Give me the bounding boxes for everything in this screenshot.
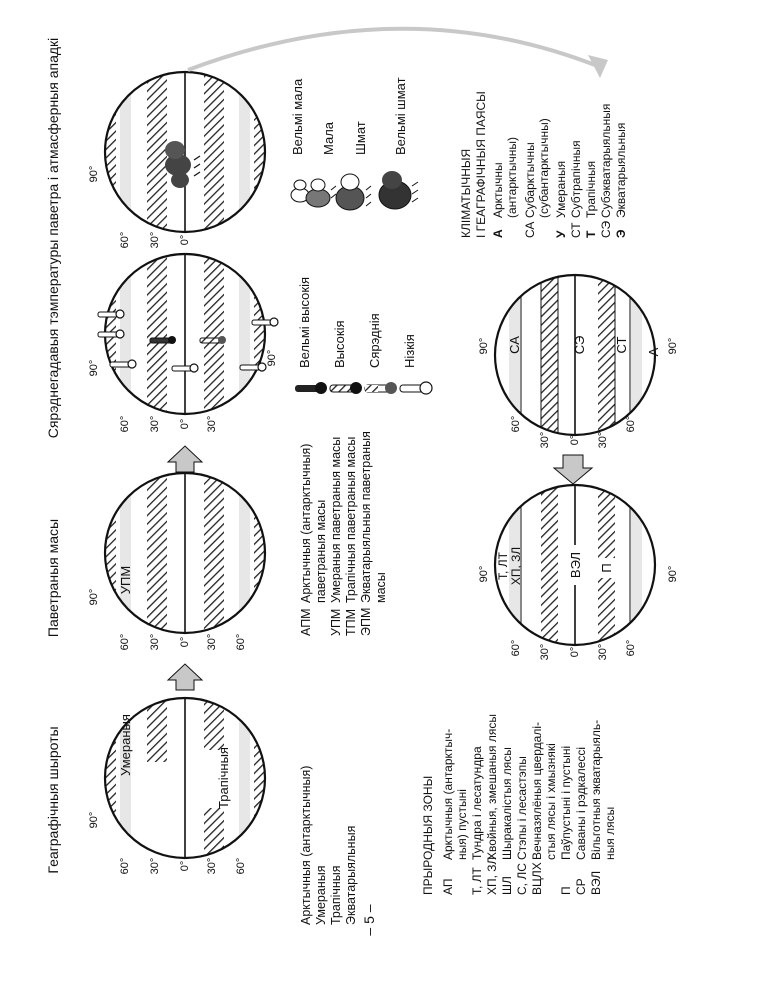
header-latitudes: Геаграфічныя шыроты	[45, 726, 61, 874]
svg-text:Мала: Мала	[321, 121, 336, 155]
deg-0: 0°	[569, 434, 581, 446]
globe-latitudes	[105, 698, 265, 858]
svg-text:ЭПМ: ЭПМ	[359, 607, 373, 636]
svg-text:А: А	[491, 229, 505, 238]
zone-p-label: П	[599, 563, 614, 573]
deg-60: 60°	[235, 857, 247, 875]
svg-text:УПМ: УПМ	[329, 608, 343, 636]
curved-arrow	[188, 29, 608, 78]
deg-90: 90°	[88, 165, 100, 183]
svg-text:Т, ЛТ: Т, ЛТ	[470, 867, 484, 895]
svg-text:І ГЕАГРАФІЧНЫЯ ПАЯСЫ: І ГЕАГРАФІЧНЫЯ ПАЯСЫ	[474, 91, 488, 238]
svg-text:ВЭЛ: ВЭЛ	[589, 870, 603, 895]
header-air-masses: Паветраныя масы	[45, 518, 61, 638]
thermometer-medium-icon	[365, 382, 397, 394]
svg-text:Экватарыяльныя: Экватарыяльныя	[614, 122, 628, 218]
svg-text:(субантарктычны): (субантарктычны)	[537, 118, 551, 218]
deg-30: 30°	[206, 857, 218, 875]
zone-vel-label: ВЭЛ	[568, 551, 583, 579]
globe-climate-belts	[495, 275, 661, 435]
deg-60: 60°	[510, 415, 522, 433]
temperature-legend	[295, 277, 432, 394]
svg-text:Высокія: Высокія	[332, 320, 347, 368]
flow-arrow	[168, 664, 202, 690]
cloud-little-icon	[306, 179, 336, 207]
page-number: – 5 –	[361, 904, 377, 936]
deg-60: 60°	[510, 639, 522, 657]
svg-text:Субтрапічныя: Субтрапічныя	[569, 140, 583, 218]
globe-air-masses	[105, 473, 265, 633]
svg-text:Умераныя: Умераныя	[314, 865, 328, 925]
zone-t-lt-label: Т, ЛТ	[496, 552, 510, 580]
deg-0: 0°	[179, 418, 191, 430]
svg-text:Паўпустыні і пустыні: Паўпустыні і пустыні	[559, 745, 573, 860]
svg-text:Шыракалістыя лясы: Шыракалістыя лясы	[500, 747, 514, 860]
deg-90: 90°	[88, 588, 100, 606]
svg-text:Арктычныя (антарктычныя): Арктычныя (антарктычныя)	[299, 443, 313, 603]
deg-60: 60°	[235, 633, 247, 651]
svg-text:АПМ: АПМ	[299, 608, 313, 636]
svg-text:Умераныя: Умераныя	[554, 160, 568, 218]
deg-30: 30°	[149, 415, 161, 433]
zone-hp-zl-label: ХП, ЗЛ	[509, 546, 523, 586]
thermometer-very-high-icon	[295, 382, 327, 394]
deg-90: 90°	[88, 359, 100, 377]
cloud-very-much-icon	[379, 171, 418, 209]
svg-text:ныя) пустыні: ныя) пустыні	[455, 789, 469, 860]
deg-30: 30°	[597, 431, 609, 449]
deg-90: 90°	[478, 337, 490, 355]
flow-arrow-down	[554, 455, 592, 484]
svg-text:Т: Т	[584, 230, 598, 238]
latitude-tropical-label: Трапічныя	[216, 747, 231, 809]
deg-0: 0°	[569, 646, 581, 658]
climate-belts-legend	[459, 91, 628, 238]
svg-text:Трапічныя: Трапічныя	[329, 865, 343, 925]
svg-text:СР: СР	[574, 878, 588, 895]
deg-30: 30°	[149, 633, 161, 651]
deg-90: 90°	[667, 337, 679, 355]
svg-text:Стэпы і лесастэпы: Стэпы і лесастэпы	[515, 756, 529, 860]
deg-60: 60°	[119, 857, 131, 875]
deg-60: 60°	[119, 633, 131, 651]
deg-30: 30°	[539, 431, 551, 449]
deg-30: 30°	[206, 633, 218, 651]
svg-text:Умераныя паветраныя масы: Умераныя паветраныя масы	[329, 436, 343, 603]
svg-text:Трапічныя: Трапічныя	[584, 160, 598, 218]
svg-text:У: У	[554, 230, 568, 238]
svg-text:Нізкія: Нізкія	[402, 334, 417, 368]
svg-text:стыя лясы і хмызнякі: стыя лясы і хмызнякі	[544, 743, 558, 860]
natural-zones-legend	[421, 714, 617, 895]
svg-text:ХП, ЗЛ: ХП, ЗЛ	[485, 856, 499, 895]
svg-text:масы: масы	[374, 572, 388, 603]
svg-text:Тундра і лесатундра: Тундра і лесатундра	[470, 746, 484, 860]
svg-text:П: П	[559, 886, 573, 895]
svg-text:Саваны і рэдкалессі: Саваны і рэдкалессі	[574, 746, 588, 860]
deg-90: 90°	[88, 811, 100, 829]
deg-0: 0°	[179, 234, 191, 246]
svg-text:Трапічныя паветраныя масы: Трапічныя паветраныя масы	[344, 436, 358, 603]
svg-text:Сярэднія: Сярэднія	[367, 313, 382, 368]
svg-text:СА: СА	[523, 221, 537, 238]
svg-text:Э: Э	[614, 229, 628, 238]
svg-text:ШЛ: ШЛ	[500, 876, 514, 895]
svg-text:ныя лясы: ныя лясы	[603, 806, 617, 860]
deg-90: 90°	[478, 565, 490, 583]
climate-st-label: СТ	[614, 336, 629, 354]
svg-text:Вечназялёныя цвердалі-: Вечназялёныя цвердалі-	[530, 722, 544, 860]
deg-30: 30°	[149, 857, 161, 875]
svg-text:Вільготныя экватарыяль-: Вільготныя экватарыяль-	[589, 719, 603, 860]
climate-a-label: А	[646, 347, 661, 357]
svg-text:Шмат: Шмат	[353, 121, 368, 155]
globe-precipitation	[105, 72, 265, 232]
latitude-temperate-label: Умераныя	[118, 714, 133, 776]
flow-arrow	[168, 446, 202, 472]
svg-text:Арктычныя (антарктычныя): Арктычныя (антарктычныя)	[299, 765, 313, 925]
climate-sa-label: СА	[507, 336, 522, 354]
svg-text:ТПМ: ТПМ	[344, 608, 358, 636]
globe-natural-zones	[495, 485, 655, 645]
deg-90: 90°	[667, 565, 679, 583]
svg-text:ВЦЛХ: ВЦЛХ	[530, 862, 544, 895]
deg-30: 30°	[539, 643, 551, 661]
globe-temperature	[98, 254, 278, 414]
natural-zones-title: ПРЫРОДНЫЯ ЗОНЫ	[421, 775, 435, 895]
deg-30: 30°	[206, 415, 218, 433]
header-temperature: Сярэднегадавыя тэмпературы паветра і атмасферныя ападкі	[45, 37, 61, 439]
svg-text:Субэкватарыяльныя: Субэкватарыяльныя	[599, 103, 613, 218]
latitude-legend	[299, 766, 358, 925]
deg-30: 30°	[597, 643, 609, 661]
deg-30: 30°	[149, 231, 161, 249]
cloud-much-icon	[336, 174, 371, 210]
deg-60: 60°	[119, 415, 131, 433]
climate-belts-title: КЛІМАТЫЧНЫЯ	[459, 148, 473, 238]
svg-text:(антарктычны): (антарктычны)	[505, 136, 519, 218]
svg-text:Экватарыяльныя: Экватарыяльныя	[344, 825, 358, 925]
svg-text:Субарктычны: Субарктычны	[523, 142, 537, 218]
deg-0: 0°	[179, 636, 191, 648]
thermometer-low-icon	[400, 382, 432, 394]
precipitation-legend	[290, 77, 418, 210]
deg-60: 60°	[625, 639, 637, 657]
deg-60: 60°	[119, 231, 131, 249]
air-upm-label: УПМ	[118, 565, 133, 595]
deg-60: 60°	[625, 415, 637, 433]
deg-90: 90°	[266, 349, 278, 367]
svg-text:СТ: СТ	[569, 222, 583, 238]
svg-text:Экватарыяльныя паветраныя: Экватарыяльныя паветраныя	[359, 431, 373, 603]
svg-text:Вельмі шмат: Вельмі шмат	[393, 77, 408, 155]
svg-text:паветраныя масы: паветраныя масы	[314, 499, 328, 603]
svg-text:С, ЛС: С, ЛС	[515, 863, 529, 895]
svg-text:Вельмі высокія: Вельмі высокія	[297, 276, 312, 368]
air-mass-legend	[299, 431, 388, 636]
svg-text:АП: АП	[441, 878, 455, 895]
svg-text:Вельмі мала: Вельмі мала	[290, 78, 305, 155]
climate-se-label: СЭ	[572, 335, 587, 355]
svg-text:СЭ: СЭ	[599, 220, 613, 238]
thermometer-high-icon	[330, 382, 362, 394]
deg-0: 0°	[179, 860, 191, 872]
svg-text:Арктычны: Арктычны	[491, 162, 505, 218]
svg-text:Хвойныя, змешаныя лясы: Хвойныя, змешаныя лясы	[485, 714, 499, 860]
svg-text:Арктычныя (антарктыч-: Арктычныя (антарктыч-	[441, 728, 455, 860]
